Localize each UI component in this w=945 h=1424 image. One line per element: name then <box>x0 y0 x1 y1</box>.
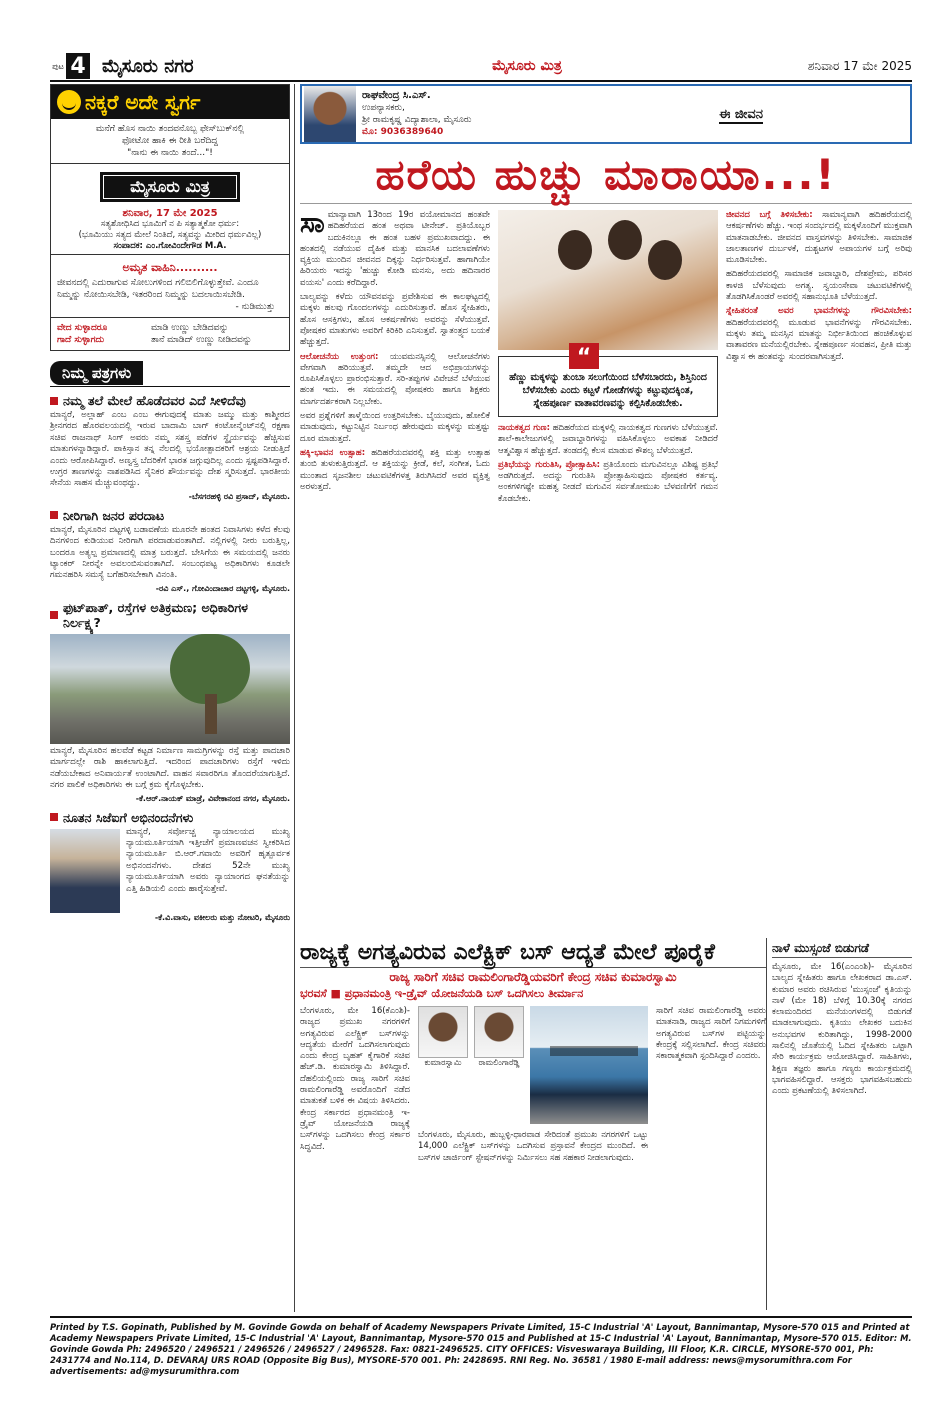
article-paragraph <box>300 206 490 289</box>
bus-subhead-part: ಭರವಸೆ <box>300 987 327 1000</box>
letter-item <box>50 600 290 804</box>
letter-text: ಮಾನ್ಯರೆ, ಅಲ್ಲಾಹ್ ಎಂಬ ಎಂಬ ಈಗುವುದಕ್ಕೆ ಮಾತು ಜಮ್ಮು ಮತ್ತು ಕಾಶ್ಮೀರದ ಶ್ರೀನಗರದ ಹೊರವಲಯದಲ್ಲಿ ಇರುವ ಬಾದಾಮಿ ಬಾಗ್ ಕಂಟೋನ್ಮೆಂಟ್‌ನಲ್ಲಿ ರಕ್ಷಣಾ ಸಚಿವ ರಾಜನಾಥ್ ಸಿಂಗ್ ಅವರು ನಮ್ಮ ಸಶಸ್ತ್ರ ಪಡೆಗಳ ಸ್ಥೈರ್ಯವನ್ನು ಹೆಚ್ಚಿಸುವ ಮಾತುಗಳನ್ನಾಡಿದ್ದಾರೆ. ಪಾಕಿಸ್ತಾನ ತನ್ನ ನೆಲದಲ್ಲಿ ಭಯೋತ್ಪಾದಕರಿಗೆ ಆಶ್ರಯ ನೀಡುತ್ತಿದೆ ಎಂದು ಆರೋಪಿಸಿದ್ದಾರೆ. ಅಣ್ವಸ್ತ್ರ ಬೆದರಿಕೆಗೆ ಭಾರತ ಜಗ್ಗುವುದಿಲ್ಲ ಎಂದು ಸ್ಪಷ್ಟಪಡಿಸಿದ್ದಾರೆ. ಉಗ್ರರ ತಾಣಗಳನ್ನು ನಾಶಪಡಿಸಿದ ಸೈನಿಕರ ಶೌರ್ಯವನ್ನು ದೇಶ ಸ್ಮರಿಸುತ್ತದೆ. ಭಾರತೀಯ ಸೇನೆಯ ಸಾಹಸ ಮೆಚ್ಚುವಂಥದ್ದು. <box>50 410 290 489</box>
amrita-title: ಅಮೃತ ವಾಹಿನಿ.......... <box>122 261 218 274</box>
letters-title: ನಿಮ್ಮ ಪತ್ರಗಳು <box>50 361 143 385</box>
article-column-1 <box>300 206 491 508</box>
article-paragraph <box>726 210 912 266</box>
bus-text-col-3: ಸಾರಿಗೆ ಸಚಿವ ರಾಮಲಿಂಗಾರೆಡ್ಡಿ ಅವರು ಮಾತನಾಡಿ, ರಾಜ್ಯದ ಸಾರಿಗೆ ನಿಗಮಗಳಿಗೆ ಅಗತ್ಯವಿರುವ ಬಸ್‌ಗಳ ಪಟ್ಟಿಯನ್ನು ಕೇಂದ್ರಕ್ಕೆ ಸಲ್ಲಿಸಲಾಗಿದೆ. ಕೇಂದ್ರ ಸಚಿವರು ಸಕಾರಾತ್ಮಕವಾಗಿ ಸ್ಪಂದಿಸಿದ್ದಾರೆ ಎಂದರು. <box>656 1006 766 1062</box>
author-phone: ಮೊ: 9036389640 <box>362 127 444 137</box>
laugh-box-title <box>51 85 289 119</box>
bullet-square-icon <box>50 511 58 519</box>
proverb-key-line: ಗಾದೆ ಸುಳ್ಳಾಗದು <box>57 335 105 345</box>
street-photo <box>50 634 290 744</box>
letter-heading <box>50 600 290 630</box>
laugh-caption-line: ಮನೆಗೆ ಹೊಸ ನಾಯಿ ತಂದವನೊಬ್ಬ ಫೇಸ್‌ಬುಕ್‌ನಲ್ಲಿ <box>95 124 245 134</box>
article-column-2-text <box>498 423 718 505</box>
letter-heading-text: ನೂತನ ಸಿಜೆಐಗೆ ಅಭಿನಂದನೆಗಳು <box>63 809 194 825</box>
byline-bar <box>300 84 912 144</box>
dropcap: ಸಾ <box>300 206 325 239</box>
minister-2 <box>474 1006 524 1124</box>
bus-text-col-1: ಬೆಂಗಳೂರು, ಮೇ 16(ಕೆಎಂಶಿ)- ರಾಜ್ಯದ ಪ್ರಮುಖ ನಗರಗಳಿಗೆ ಅಗತ್ಯವಿರುವ ಎಲೆಕ್ಟ್ರಿಕ್ ಬಸ್‌ಗಳನ್ನು ಆದ್ಯತೆಯ ಮೇರೆಗೆ ಒದಗಿಸಲಾಗುವುದು ಎಂದು ಕೇಂದ್ರ ಬೃಹತ್ ಕೈಗಾರಿಕೆ ಸಚಿವ ಹೆಚ್.ಡಿ. ಕುಮಾರಸ್ವಾಮಿ ತಿಳಿಸಿದ್ದಾರೆ. ದೆಹಲಿಯಲ್ಲಿಂದು ರಾಜ್ಯ ಸಾರಿಗೆ ಸಚಿವ ರಾಮಲಿಂಗಾರೆಡ್ಡಿ ಅವರೊಂದಿಗೆ ನಡೆದ ಮಾತುಕತೆ ಬಳಿಕ ಈ ವಿಷಯ ತಿಳಿಸಿದರು. ಕೇಂದ್ರ ಸರ್ಕಾರದ ಪ್ರಧಾನಮಂತ್ರಿ ಇ-ಡ್ರೈವ್ ಯೋಜನೆಯಡಿ ರಾಜ್ಯಕ್ಕೆ ಬಸ್‌ಗಳನ್ನು ಒದಗಿಸಲು ಕೇಂದ್ರ ಸರ್ಕಾರ ಸಿದ್ಧವಿದೆ. <box>300 1006 410 1152</box>
letter-text: ಮಾನ್ಯರೆ, ಮೈಸೂರಿನ ಹಲವೆಡೆ ಕಟ್ಟಡ ನಿರ್ಮಾಣ ಸಾಮಗ್ರಿಗಳನ್ನು ರಸ್ತೆ ಮತ್ತು ಪಾದಚಾರಿ ಮಾರ್ಗದಲ್ಲೇ ರಾಶಿ ಹಾಕಲಾಗುತ್ತಿದೆ. ಇದರಿಂದ ಪಾದಚಾರಿಗಳು ರಸ್ತೆಗೆ ಇಳಿದು ನಡೆಯಬೇಕಾದ ಅನಿವಾರ್ಯತೆ ಉಂಟಾಗಿದೆ. ವಾಹನ ಸವಾರರಿಗೂ ತೊಂದರೆಯಾಗುತ್ತಿದೆ. ನಗರ ಪಾಲಿಕೆ ಅಧಿಕಾರಿಗಳು ಈ ಬಗ್ಗೆ ಕ್ರಮ ಕೈಗೊಳ್ಳಬೇಕು. <box>50 745 290 791</box>
letter-heading-text: ಫುಟ್‌ಪಾತ್, ರಸ್ತೆಗಳ ಅತಿಕ್ರಮಣ; ಅಧಿಕಾರಿಗಳ ನಿರ್ಲಕ್ಷ್ಯ? <box>63 599 248 630</box>
author-avatar <box>304 86 356 142</box>
minister-1 <box>418 1006 468 1124</box>
bullet-square-icon <box>50 813 58 821</box>
letter-item <box>50 508 290 594</box>
letter-sign: -ಕೆ.ವಿ.ವಾಸು, ವಕೀಲರು ಮತ್ತು ನೋಟರಿ, ಮೈಸೂರು <box>154 912 290 922</box>
column-divider <box>294 84 295 1312</box>
laugh-caption-line: "ನಾನು ಈ ನಾಯಿ ತಂದೆ..."! <box>127 148 213 158</box>
author-role: ಉಪನ್ಯಾಸಕರು, <box>362 103 405 113</box>
imprint-brand: ಮೈಸೂರು ಮಿತ್ರ <box>100 172 240 202</box>
book-release-story <box>772 938 912 1098</box>
column-divider <box>766 938 767 1310</box>
letter-text: ಮಾನ್ಯರೆ, ಸರ್ವೋಚ್ಚ ನ್ಯಾಯಾಲಯದ ಮುಖ್ಯ ನ್ಯಾಯಮೂರ್ತಿಯಾಗಿ ಇತ್ತೀಚೆಗೆ ಪ್ರಮಾಣವಚನ ಸ್ವೀಕರಿಸಿದ ನ್ಯಾಯಮೂರ್ತಿ ಬಿ.ಆರ್.ಗವಾಯಿ ಅವರಿಗೆ ಹೃತ್ಪೂರ್ವಕ ಅಭಿನಂದನೆಗಳು. ದೇಶದ 52ನೇ ಮುಖ್ಯ ನ್ಯಾಯಮೂರ್ತಿಯಾಗಿ ಅವರು ನ್ಯಾಯಾಂಗದ ಘನತೆಯನ್ನು ಎತ್ತಿ ಹಿಡಿಯಲಿ ಎಂದು ಹಾರೈಸುತ್ತೇವೆ. <box>126 826 290 894</box>
author-info <box>362 90 572 138</box>
page-number: 4 <box>66 53 90 79</box>
article-paragraph <box>726 306 912 362</box>
letter-heading <box>50 393 290 408</box>
imprint-box <box>51 163 289 254</box>
smiley-icon <box>57 90 81 114</box>
laugh-caption-line: ಫೋಟೋ ಹಾಕಿ ಈ ರೀತಿ ಬರೆದಿದ್ದ <box>122 136 218 146</box>
printer-line: Printed by T.S. Gopinath, Published by M. Govinde Gowda on behalf of Academy Newspapers Private Limited, 15-C Industrial 'A' Layout, Bannimantap, Mysore-570 015 and Printed at Academy Newspapers Private Limited, 15-C Industrial 'A' Layout, Bannimantap, Mysore-570 015 and Published at 15-C Industrial 'A' Layout, Bannimantap, Mysore-570 015. Editor: M. Govinde Gowda Ph: 2496520 / 2496521 / 2496526 / 2496527 / 2496528. Fax: 0821-2496525. CITY OFFICES: Visveswaraya Building, III Floor, K.R. CIRCLE, MYSORE-570 001, Ph: 2431774 and No.114, D. DEVARAJ URS ROAD (Opposite Big Bus), MYSORE-570 001. Ph: 2428695. RNI Reg. No. 36581 / 1980 E-mail address: news@mysorumithra.com For advertisements: ad@mysurumithra.com <box>50 1316 912 1377</box>
amrita-text <box>51 275 289 317</box>
article-headline: ಹರೆಯ ಹುಚ್ಚು ಮಾರಾಯಾ...! <box>300 146 912 204</box>
article-paragraph <box>498 460 718 505</box>
proverb-box <box>51 317 289 350</box>
bus-text-col-2: ಬೆಂಗಳೂರು, ಮೈಸೂರು, ಹುಬ್ಬಳ್ಳಿ-ಧಾರವಾಡ ಸೇರಿದಂತೆ ಪ್ರಮುಖ ನಗರಗಳಿಗೆ ಒಟ್ಟು 14,000 ಎಲೆಕ್ಟ್ರಿಕ್ ಬಸ್‌ಗಳನ್ನು ಒದಗಿಸುವ ಪ್ರಸ್ತಾವನೆ ಕೇಂದ್ರದ ಮುಂದಿದೆ. ಈ ಬಸ್‌ಗಳ ಚಾರ್ಜಿಂಗ್ ಸ್ಟೇಷನ್‌ಗಳನ್ನು ನಿರ್ಮಿಸಲು ಸಹ ಸಹಕಾರ ನೀಡಲಾಗುವುದು. <box>418 1130 648 1163</box>
letter-item <box>50 810 290 923</box>
letters-header <box>50 359 290 387</box>
pull-quote <box>498 345 718 417</box>
bullet-square-icon <box>50 397 58 405</box>
paragraph-text: ಪ್ರತಿಯೊಂದು ಮಗುವಿನಲ್ಲೂ ವಿಶಿಷ್ಟ ಪ್ರತಿಭೆ ಅಡಗಿರುತ್ತದೆ. ಅದನ್ನು ಗುರುತಿಸಿ ಪ್ರೋತ್ಸಾಹಿಸುವುದು ಪೋಷಕರ ಕರ್ತವ್ಯ. ಅಂಕಗಳಿಗಷ್ಟೇ ಮಹತ್ವ ನೀಡದೆ ಮಗುವಿನ ಸರ್ವತೋಮುಖ ಬೆಳವಣಿಗೆಗೆ ಗಮನ ಕೊಡಬೇಕು. <box>498 459 718 504</box>
amrita-box <box>51 254 289 317</box>
paragraph-text: ಮಾನ್ಯಾವಾಗಿ 13ರಿಂದ 19ರ ವಯೋಮಾನದ ಹಂತವೇ ಹದಿಹರೆಯದ ಹಂತ ಅಥವಾ ಟೀನೇಜ್. ಪ್ರತಿಯೊಬ್ಬರ ಬದುಕಿನಲ್ಲೂ ಈ ಹಂತ ಬಹಳ ಪ್ರಮುಖವಾದದ್ದು. ಈ ಹಂತದಲ್ಲಿ ನಡೆಯುವ ದೈಹಿಕ ಮತ್ತು ಮಾನಸಿಕ ಬದಲಾವಣೆಗಳು ವ್ಯಕ್ತಿಯ ಮುಂದಿನ ಜೀವನದ ದಿಕ್ಕನ್ನು ನಿರ್ಧರಿಸುತ್ತವೆ. ಹಾಗಾಗಿಯೇ ಹಿರಿಯರು ಇದನ್ನು 'ಹುಚ್ಚು ಕೋಡಿ ಮನಸು, ಅದು ಹದಿನಾರರ ವಯಸು' ಎಂದು ಕರೆದಿದ್ದಾರೆ. <box>300 210 490 288</box>
laugh-box-title-text: ನಕ್ಕರೆ ಅದೇ ಸ್ವರ್ಗ <box>85 90 201 114</box>
laugh-box <box>50 84 290 351</box>
paragraph-text: ಹದಿಹರೆಯದವರಲ್ಲಿ ಮೂಡುವ ಭಾವನೆಗಳನ್ನು ಗೌರವಿಸಬೇಕು. ಮಕ್ಕಳು ತಮ್ಮ ಮನಸ್ಸಿನ ಮಾತನ್ನು ನಿರ್ಭೀತಿಯಿಂದ ಹಂಚಿಕೊಳ್ಳುವ ವಾತಾವರಣ ಮನೆಯಲ್ಲಿರಬೇಕು. ಸ್ನೇಹಪೂರ್ಣ ಸಂವಹನ, ಪ್ರೀತಿ ಮತ್ತು ವಿಶ್ವಾಸ ಈ ಹಂತವನ್ನು ಸುಂದರವಾಗಿಸುತ್ತದೆ. <box>726 317 912 362</box>
bus-news-story <box>300 938 766 1164</box>
subheading: ಆಲೋಚನೆಯ ಉತ್ತುಂಗ: <box>300 351 379 362</box>
paragraph-text: ಹದಿಹರೆಯದ ಮಕ್ಕಳಲ್ಲಿ ನಾಯಕತ್ವದ ಗುಣಗಳು ಬೆಳೆಯುತ್ತವೆ. ಶಾಲೆ-ಕಾಲೇಜುಗಳಲ್ಲಿ ಜವಾಬ್ದಾರಿಗಳನ್ನು ವಹಿಸಿಕೊಳ್ಳಲು ಅವಕಾಶ ನೀಡಿದರೆ ಆತ್ಮವಿಶ್ವಾಸ ಹೆಚ್ಚುತ್ತದೆ. ತಂಡದಲ್ಲಿ ಕೆಲಸ ಮಾಡುವ ಕೌಶಲ್ಯ ಬೆಳೆಯುತ್ತದೆ. <box>498 423 718 456</box>
minister-caption: ರಾಮಲಿಂಗಾರೆಡ್ಡಿ <box>478 1058 520 1067</box>
issue-date: ಶನಿವಾರ 17 ಮೇ 2025 <box>807 58 912 73</box>
book-text: ಮೈಸೂರು, ಮೇ 16(ಎಂಎಂಶಿ)- ಮೈಸೂರಿನ ಬಾಲ್ಯದ ಸ್ನೇಹಿತರು ಹಾಗೂ ಲೇಖಕರಾದ ಡಾ.ಎಸ್. ಕುಮಾರ ಅವರು ರಚಿಸಿರುವ 'ಮುಸ್ಸಂಜೆ' ಕೃತಿಯನ್ನು ನಾಳೆ (ಮೇ 18) ಬೆಳಿಗ್ಗೆ 10.30ಕ್ಕೆ ನಗರದ ಕಲಾಮಂದಿರದ ಮನೆಯಂಗಳದಲ್ಲಿ ಬಿಡುಗಡೆ ಮಾಡಲಾಗುವುದು. ಕೃತಿಯು ಲೇಖಕರ ಬದುಕಿನ ಅನುಭವಗಳ ಕುರಿತಾಗಿದ್ದು, 1998-2000 ಸಾಲಿನಲ್ಲಿ ಜೊತೆಯಲ್ಲಿ ಓದಿದ ಸ್ನೇಹಿತರು ಒಟ್ಟಾಗಿ ಸೇರಿ ಕಾರ್ಯಕ್ರಮ ಆಯೋಜಿಸಿದ್ದಾರೆ. ಸಾಹಿತಿಗಳು, ಶಿಕ್ಷಣ ತಜ್ಞರು ಹಾಗೂ ಗಣ್ಯರು ಕಾರ್ಯಕ್ರಮದಲ್ಲಿ ಭಾಗವಹಿಸಲಿದ್ದಾರೆ. ಆಸಕ್ತರು ಭಾಗವಹಿಸಬಹುದು ಎಂದು ಪ್ರಕಟಣೆಯಲ್ಲಿ ತಿಳಿಸಲಾಗಿದೆ. <box>772 962 912 1097</box>
letter-heading <box>50 508 290 523</box>
main-column-article <box>300 84 912 508</box>
paragraph-text: ಯುವಮನಸ್ಸಿನಲ್ಲಿ ಆಲೋಚನೆಗಳು ವೇಗವಾಗಿ ಹರಿಯುತ್ತವೆ. ತಮ್ಮದೇ ಆದ ಅಭಿಪ್ರಾಯಗಳನ್ನು ರೂಪಿಸಿಕೊಳ್ಳಲು ಪ್ರಾರಂಭಿಸುತ್ತಾರೆ. ಸರಿ-ತಪ್ಪುಗಳ ವಿವೇಚನೆ ಬೆಳೆಯುವ ಹಂತ ಇದು. ಈ ಸಮಯದಲ್ಲಿ ಪೋಷಕರು ಹಾಗೂ ಶಿಕ್ಷಕರು ಮಾರ್ಗದರ್ಶಕರಾಗಿ ನಿಲ್ಲಬೇಕು. <box>300 351 491 407</box>
letter-text: ಮಾನ್ಯರೆ, ಮೈಸೂರಿನ ದಟ್ಟಗಳ್ಳಿ ಬಡಾವಣೆಯ ಮೂರನೇ ಹಂತದ ನಿವಾಸಿಗಳು ಕಳೆದ ಕೆಲವು ದಿನಗಳಿಂದ ಕುಡಿಯುವ ನೀರಿಗಾಗಿ ಪರದಾಡುವಂತಾಗಿದೆ. ನಲ್ಲಿಗಳಲ್ಲಿ ನೀರು ಬರುತ್ತಿಲ್ಲ, ಬಂದರೂ ಅತ್ಯಲ್ಪ ಪ್ರಮಾಣದಲ್ಲಿ ಮಾತ್ರ ಬರುತ್ತದೆ. ಬೇಸಿಗೆಯ ಈ ಸಮಯದಲ್ಲಿ ಜನರು ಟ್ಯಾಂಕರ್ ನೀರನ್ನೇ ಅವಲಂಬಿಸುವಂತಾಗಿದೆ. ಸಂಬಂಧಪಟ್ಟ ಅಧಿಕಾರಿಗಳು ಕೂಡಲೇ ಗಮನಹರಿಸಿ ಸಮಸ್ಯೆ ಬಗೆಹರಿಸಬೇಕಾಗಿ ವಿನಂತಿ. <box>50 524 290 581</box>
bus-subhead-part: ಪ್ರಧಾನಮಂತ್ರಿ ಇ-ಡ್ರೈವ್ ಯೋಜನೆಯಡಿ ಬಸ್ ಒದಗಿಸಲು ತೀರ್ಮಾನ <box>344 987 584 1000</box>
author-name: ರಾಘವೇಂದ್ರ ಸಿ.ಎಸ್. <box>362 90 431 101</box>
article-paragraph: ಬಾಲ್ಯವನ್ನು ಕಳೆದು ಯೌವನವನ್ನು ಪ್ರವೇಶಿಸುವ ಈ ಕಾಲಘಟ್ಟದಲ್ಲಿ ಮಕ್ಕಳು ಹಲವು ಗೊಂದಲಗಳನ್ನು ಎದುರಿಸುತ್ತಾರೆ. ಹೊಸ ಸ್ನೇಹಿತರು, ಹೊಸ ಆಸಕ್ತಿಗಳು, ಹೊಸ ಆಕರ್ಷಣೆಗಳು ಅವರನ್ನು ಸೆಳೆಯುತ್ತವೆ. ಪೋಷಕರ ಮಾತುಗಳು ಅವರಿಗೆ ಕಿರಿಕಿರಿ ಎನಿಸುತ್ತವೆ. ಸ್ವಾತಂತ್ರ್ಯದ ಬಯಕೆ ಹೆಚ್ಚುತ್ತದೆ. <box>300 292 490 348</box>
series-title-text: ಈ ಜೀವನ <box>719 106 763 122</box>
article-paragraph: ಅವರ ಪ್ರಶ್ನೆಗಳಿಗೆ ತಾಳ್ಮೆಯಿಂದ ಉತ್ತರಿಸಬೇಕು. ಬೈಯುವುದು, ಹೋಲಿಕೆ ಮಾಡುವುದು, ಕಟ್ಟುನಿಟ್ಟಿನ ನಿರ್ಬಂಧ ಹೇರುವುದು ಮಕ್ಕಳನ್ನು ಮತ್ತಷ್ಟು ದೂರ ಮಾಡುತ್ತದೆ. <box>300 411 490 444</box>
article-paragraph <box>300 448 490 493</box>
minister-caption: ಕುಮಾರಸ್ವಾಮಿ <box>424 1058 462 1067</box>
page-label: ಪುಟ <box>52 61 64 71</box>
article-body <box>300 206 913 508</box>
subheading: ಸ್ನೇಹಿತರಂತೆ ಅವರ ಭಾವನೆಗಳನ್ನು ಗೌರವಿಸಬೇಕು: <box>726 306 912 317</box>
bus-story-body <box>300 1006 766 1164</box>
subheading: ಪ್ರತಿಭೆಯನ್ನು ಗುರುತಿಸಿ, ಪ್ರೋತ್ಸಾಹಿಸಿ: <box>498 459 600 470</box>
series-title <box>572 107 910 122</box>
amrita-quote: ಜೀವನದಲ್ಲಿ ಎದುರಾಗುವ ಸೋಲುಗಳಿಂದ ಗಲಿಬಿಲಿಗೊಳ್ಳುತ್ತೇವೆ. ಎಂದೂ ನಿಮ್ಮನ್ನು ನೋಯಿಸಬೇಡಿ, ಇತರರಿಂದ ನಿಮ್ಮನ್ನು ಬದಲಾಯಿಸಬೇಡಿ. <box>57 278 259 300</box>
bus-headline: ರಾಜ್ಯಕ್ಕೆ ಅಗತ್ಯವಿರುವ ಎಲೆಕ್ಟ್ರಿಕ್ ಬಸ್ ಆದ್ಯತೆ ಮೇಲೆ ಪೂರೈಕೆ <box>300 938 766 968</box>
bus-subheadline: ರಾಜ್ಯ ಸಾರಿಗೆ ಸಚಿವ ರಾಮಲಿಂಗಾರೆಡ್ಡಿಯವರಿಗೆ ಕೇಂದ್ರ ಸಚಿವ ಕುಮಾರಸ್ವಾಮಿ <box>389 970 677 984</box>
brand-logo: ಮೈಸೂರು ಮಿತ್ರ <box>492 58 562 74</box>
letter-heading-text: ನೀರಿಗಾಗಿ ಜನರ ಪರದಾಟ <box>63 507 165 523</box>
imprint-editor: ಸಂಪಾದಕ: ಎಂ.ಗೋವಿಂದೇಗೌಡ M.A. <box>113 241 227 251</box>
letter-sign: -ಕೆ.ಆರ್.ನಾಯಕ್ ಮಾಡ್ರೆ, ವಿವೇಕಾನಂದ ನಗರ, ಮೈಸೂರು. <box>135 793 290 803</box>
imprint-details <box>51 206 289 254</box>
letter-heading-text: ನಮ್ಮ ತಲೆ ಮೇಲೆ ಹೊಡೆದವರ ಎದೆ ಸೀಳಿದೆವು <box>63 393 246 408</box>
proverb-text <box>151 322 252 346</box>
letter-item <box>50 393 290 502</box>
subheading: ಹಕ್ಕಿ-ಭಾವನ ಉತ್ಸಾಹ: <box>300 447 366 458</box>
bullet-square-icon <box>50 611 58 619</box>
proverb-line: ಮಾಡಿ ಉಣ್ಣು ಬೇಡಿದವನ್ನು <box>151 323 229 333</box>
letter-sign: -ಬೆಸಗರಹಳ್ಳಿ ರವಿ ಪ್ರಸಾದ್, ಮೈಸೂರು. <box>188 491 290 501</box>
person-shape <box>558 230 592 270</box>
quote-mark-icon: “ <box>569 343 599 369</box>
article-paragraph: ಹದಿಹರೆಯದವರಲ್ಲಿ ಸಾಮಾಜಿಕ ಜವಾಬ್ದಾರಿ, ದೇಶಪ್ರೇಮ, ಪರಿಸರ ಕಾಳಜಿ ಬೆಳೆಸುವುದು ಅಗತ್ಯ. ಸ್ವಯಂಸೇವಾ ಚಟುವಟಿಕೆಗಳಲ್ಲಿ ತೊಡಗಿಸಿಕೊಂಡರೆ ಅವರಲ್ಲಿ ಸಹಾನುಭೂತಿ ಬೆಳೆಯುತ್ತದೆ. <box>726 269 912 303</box>
article-paragraph <box>300 352 490 408</box>
imprint-date: ಶನಿವಾರ, 17 ಮೇ 2025 <box>122 208 218 219</box>
pull-quote-text: ಹೆಣ್ಣು ಮಕ್ಕಳನ್ನು ತುಂಬಾ ಸಲುಗೆಯಿಂದ ಬೆಳೆಸಬಾರದು, ಶಿಸ್ತಿನಿಂದ ಬೆಳೆಸಬೇಕು ಎಂದು ಕಟ್ಟಳೆ ಗೋಡೆಗಳನ್ನು ಕಟ್ಟುವುದಕ್ಕಿಂತ, ಸ್ನೇಹಪೂರ್ಣ ವಾತಾವರಣವನ್ನು ಕಲ್ಪಿಸಿಕೊಡಬೇಕು. <box>509 372 707 409</box>
bus-media <box>418 1006 648 1164</box>
students-photo <box>498 210 718 350</box>
book-headline: ನಾಳೆ ಮುಸ್ಸಂಜೆ ಬಿಡುಗಡೆ <box>772 938 912 958</box>
minister-photo <box>418 1006 468 1058</box>
cji-photo <box>50 829 120 913</box>
letter-heading <box>50 810 290 825</box>
ministers-row <box>418 1006 648 1124</box>
imprint-line: (ಭೂಮಿಯು ಸತ್ಯದ ಮೇಲೆ ನಿಂತಿದೆ, ಸತ್ಯವನ್ನು ಮೀರಿದ ಧರ್ಮವಿಲ್ಲ) <box>78 230 262 240</box>
article-column-2 <box>498 210 718 508</box>
minister-photo <box>474 1006 524 1058</box>
left-column <box>50 84 290 923</box>
paragraph-text: ಸಾಮಾನ್ಯವಾಗಿ ಹದಿಹರೆಯದಲ್ಲಿ ಆಕರ್ಷಣೆಗಳು ಹೆಚ್ಚು. ಇಂಥ ಸಂದರ್ಭದಲ್ಲಿ ಮಕ್ಕಳೊಂದಿಗೆ ಮುಕ್ತವಾಗಿ ಮಾತನಾಡಬೇಕು. ಜೀವನದ ವಾಸ್ತವಗಳನ್ನು ತಿಳಿಸಬೇಕು. ಸಾಮಾಜಿಕ ಜಾಲತಾಣಗಳ ದುರ್ಬಳಕೆ, ದುಶ್ಚಟಗಳ ಅಪಾಯಗಳ ಬಗ್ಗೆ ಅರಿವು ಮೂಡಿಸಬೇಕು. <box>726 210 913 266</box>
subheading: ಜೀವನದ ಬಗ್ಗೆ ತಿಳಿಸಬೇಕು: <box>726 210 813 220</box>
paragraph-text: ಹದಿಹರೆಯದವರಲ್ಲಿ ಶಕ್ತಿ ಮತ್ತು ಉತ್ಸಾಹ ತುಂಬಿ ತುಳುಕುತ್ತಿರುತ್ತದೆ. ಆ ಶಕ್ತಿಯನ್ನು ಕ್ರೀಡೆ, ಕಲೆ, ಸಂಗೀತ, ಓದು ಮುಂತಾದ ಸೃಜನಶೀಲ ಚಟುವಟಿಕೆಗಳತ್ತ ತಿರುಗಿಸಿದರೆ ಅವರ ವ್ಯಕ್ತಿತ್ವ ಅರಳುತ್ತದೆ. <box>300 447 491 492</box>
proverb-key-line: ವೇದ ಸುಳ್ಳಾದರೂ <box>57 323 108 333</box>
article-paragraph <box>498 423 718 457</box>
person-shape <box>648 240 682 280</box>
subheading: ನಾಯಕತ್ವದ ಗುಣ: <box>498 423 550 433</box>
tree-trunk-shape <box>205 694 217 734</box>
letter-sign: -ರವಿ ಎಸ್., ಗೋವಿಂದಾಚಾರ ದಟ್ಟಗಳ್ಳಿ, ಮೈಸೂರು. <box>155 583 290 593</box>
laugh-caption <box>51 119 289 163</box>
article-column-3 <box>726 210 912 508</box>
amrita-sign: - ನುಡಿಮುತ್ತು <box>235 302 275 312</box>
section-name: ಮೈಸೂರು ನಗರ <box>102 55 194 77</box>
person-shape <box>608 220 642 260</box>
masthead <box>50 52 912 82</box>
proverb-line: ತಾನೆ ಮಾಡಿದ್ ಉಣ್ಣು ನೀಡಿದವನ್ನು <box>151 335 252 345</box>
author-org: ಶ್ರೀ ರಾಮಕೃಷ್ಣ ವಿದ್ಯಾಶಾಲಾ, ಮೈಸೂರು <box>362 115 472 125</box>
imprint-line: ಸತ್ಯಶೋಧಿಸಿದ ಭೂಮಿಗೆ ನ ಪಿ ಸತ್ಯಾತ್ಮಕೋ ಧರ್ಮ: <box>100 219 240 229</box>
proverb-key <box>57 322 147 346</box>
bus-subheadline-2: ಭರವಸೆ ■ ಪ್ರಧಾನಮಂತ್ರಿ ಇ-ಡ್ರೈವ್ ಯೋಜನೆಯಡಿ ಬಸ್ ಒದಗಿಸಲು ತೀರ್ಮಾನ <box>300 987 584 1000</box>
electric-bus-photo <box>530 1006 648 1124</box>
